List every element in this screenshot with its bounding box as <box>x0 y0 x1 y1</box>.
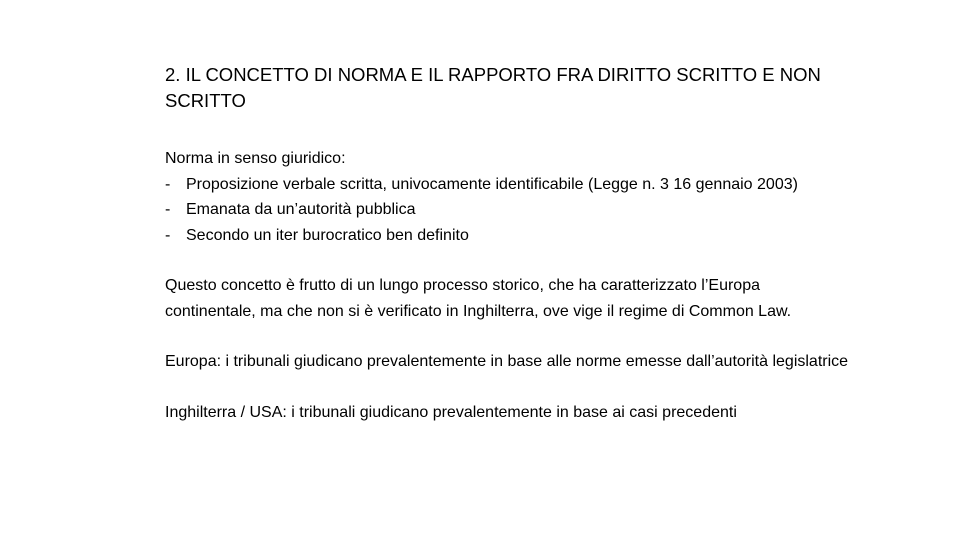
slide-title: 2. IL CONCETTO DI NORMA E IL RAPPORTO FRA DIRITTO SCRITTO E NON SCRITTO <box>165 64 821 111</box>
intro-text: Norma in senso giuridico: <box>165 150 346 167</box>
list-item: - Secondo un iter burocratico ben definito <box>165 223 855 249</box>
slide-body <box>165 146 855 425</box>
paragraph-europe: Europa: i tribunali giudicano prevalentemente in base alle norme emesse dall’autorità legislatrice <box>165 353 849 370</box>
list-item: - Proposizione verbale scritta, univocamente identificabile (Legge n. 3 16 gennaio 2003) <box>165 172 855 198</box>
paragraph-uk-usa: Inghilterra / USA: i tribunali giudicano prevalentemente in base ai casi precedenti <box>165 403 737 421</box>
bullet-list <box>165 172 855 249</box>
list-item: - Emanata da un’autorità pubblica <box>165 197 855 223</box>
paragraph-concept: Questo concetto è frutto di un lungo processo storico, che ha caratterizzato l’Europa continentale, ma che non si è verificato in Inghilterra, ove vige il regime di Common Law. <box>165 277 792 320</box>
